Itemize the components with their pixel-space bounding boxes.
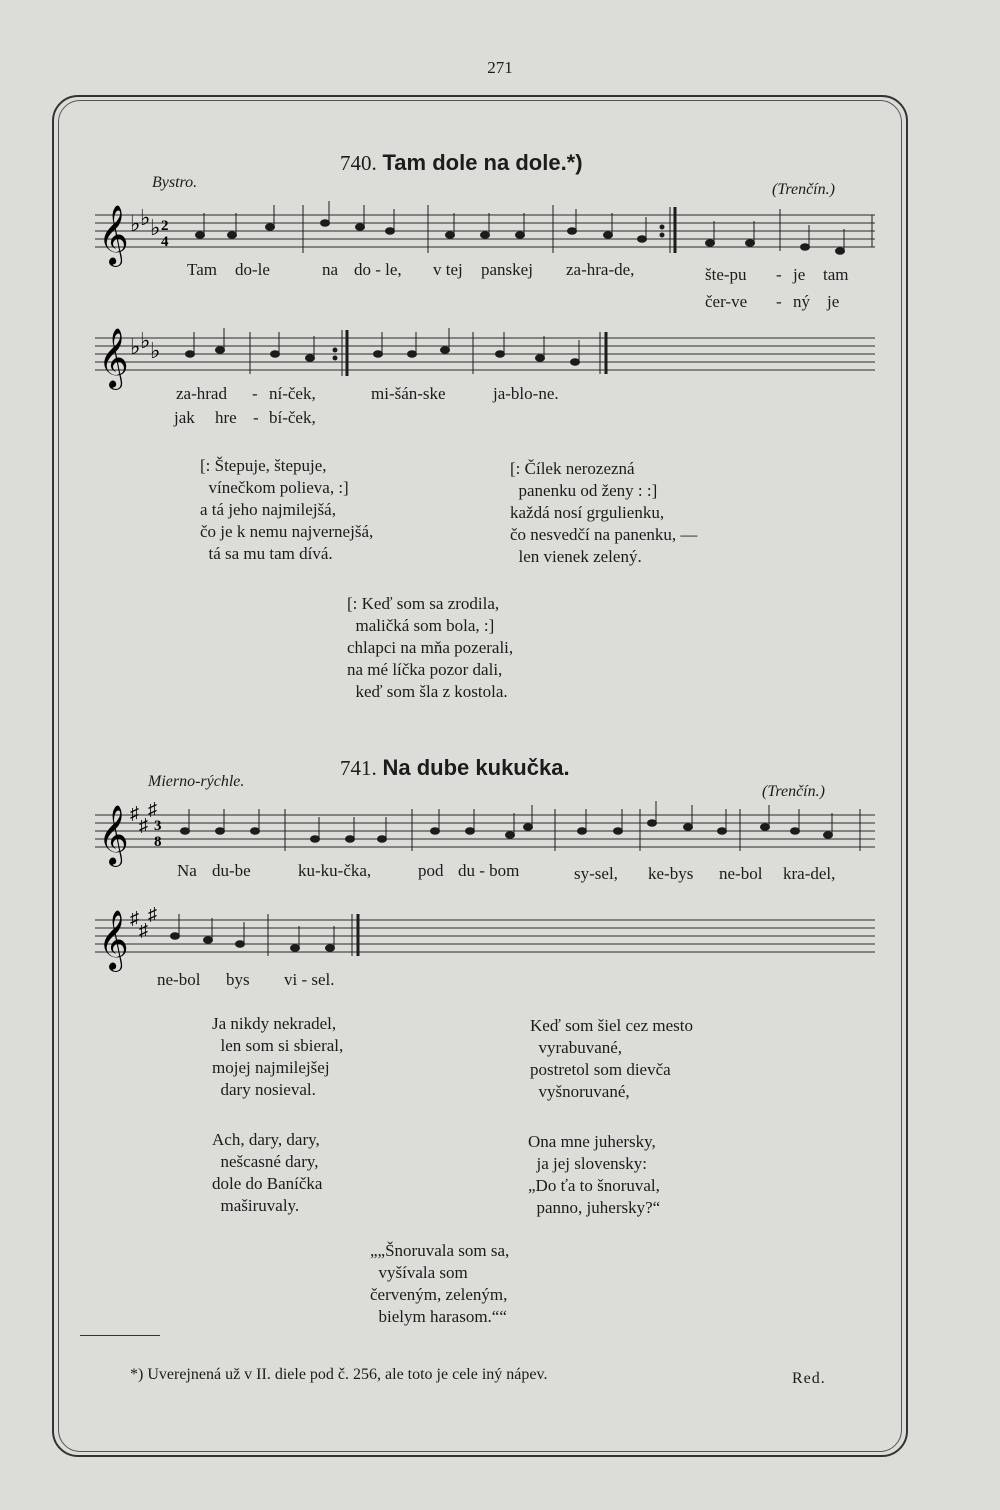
flat-icon: ♭ (130, 211, 141, 236)
sharp-icon: ♯ (130, 908, 139, 928)
song-741-verse-6: „„Šnoruvala som sa, vyšívala som červeným, zeleným, bielym harasom.““ (370, 1241, 510, 1326)
time-signature: 8 (154, 834, 162, 850)
lyric-syllable: bys (226, 970, 250, 989)
footnote-rule (80, 1335, 160, 1336)
song-741-verse-2: Ja nikdy nekradel, len som si sbieral, mojej najmilejšej dary nosieval. (212, 1014, 344, 1099)
footnote: *) Uverejnená už v II. diele pod č. 256, ale toto je cele iný nápev. (130, 1366, 548, 1383)
treble-clef-icon: 𝄞 (98, 330, 129, 387)
time-signature: 3 (154, 818, 162, 834)
lyric-syllable: - (776, 292, 782, 311)
lyric-syllable: vi - sel. (284, 970, 335, 989)
lyric-syllable: ku-ku-čka, (298, 861, 372, 880)
lyric-syllable: za-hrad (176, 384, 227, 403)
lyric-syllable: panskej (481, 260, 533, 279)
song-741-title (340, 755, 570, 781)
time-signature: 2 (161, 218, 169, 234)
lyric-syllable: jak (174, 408, 195, 427)
song-740-staff-2 (90, 318, 880, 394)
lyric-syllable: za-hra-de, (566, 260, 635, 279)
song-740-number: 740. (340, 151, 377, 175)
lyric-syllable: do-le (235, 260, 270, 279)
song-740-verse-2: [: Štepuje, štepuje, vínečkom polieva, :] a tá jeho najmilejšá, čo je k nemu najvernejšá, tá sa mu tam dívá. (200, 456, 374, 563)
flat-icon: ♭ (150, 215, 161, 240)
sharp-icon: ♯ (148, 904, 157, 924)
song-741-verse-5: Ona mne juhersky, ja jej slovensky: „Do ťa to šnoruval, panno, juhersky?“ (528, 1132, 661, 1217)
treble-clef-icon: 𝄞 (98, 912, 129, 969)
song-741-tempo: Mierno-rýchle. (148, 773, 245, 790)
lyric-syllable: kra-del, (783, 864, 836, 883)
song-740-name: Tam dole na dole.*) (382, 150, 583, 175)
lyric-syllable: du - bom (458, 861, 520, 880)
song-741-staff-2 (90, 900, 880, 976)
lyric-syllable: ne-bol (719, 864, 763, 883)
flat-icon: ♭ (140, 328, 151, 353)
song-740-tempo: Bystro. (152, 174, 198, 191)
sharp-icon: ♯ (130, 803, 139, 823)
lyric-syllable: v tej (433, 260, 463, 279)
flat-icon: ♭ (130, 334, 141, 359)
lyric-syllable: ja-blo-ne. (493, 384, 559, 403)
lyric-syllable: pod (418, 861, 444, 880)
song-741-name: Na dube kukučka. (382, 755, 570, 780)
lyric-syllable: Na (177, 861, 197, 880)
flat-icon: ♭ (140, 205, 151, 230)
lyric-syllable: je (827, 292, 840, 311)
page-number: 271 (487, 58, 513, 77)
lyric-syllable: - (253, 408, 259, 427)
time-signature: 4 (161, 234, 169, 250)
lyric-syllable: je (793, 265, 806, 284)
song-740-title (340, 150, 583, 176)
lyric-syllable: - (252, 384, 258, 403)
lyric-syllable: - (776, 265, 782, 284)
lyric-syllable: na (322, 260, 339, 279)
song-741-staff-1 (90, 795, 880, 871)
lyric-syllable: hre (215, 408, 237, 427)
sharp-icon: ♯ (139, 920, 148, 940)
lyric-syllable: ne-bol (157, 970, 201, 989)
footnote-signature: Red. (792, 1370, 826, 1387)
lyric-syllable: ke-bys (648, 864, 694, 883)
flat-icon: ♭ (150, 338, 161, 363)
song-740-origin: (Trenčín.) (772, 181, 835, 198)
song-740-verse-3: [: Čílek nerozezná panenku od ženy : :] každá nosí grgulienku, čo nesvedčí na panenku, — len vienek zelený. (510, 459, 698, 566)
song-741-verse-4: Ach, dary, dary, nešcasné dary, dole do Baníčka maširuvaly. (212, 1130, 323, 1215)
song-741-origin: (Trenčín.) (762, 783, 825, 800)
lyric-syllable: šte-pu (705, 265, 747, 284)
lyric-syllable: tam (823, 265, 849, 284)
lyric-syllable: sy-sel, (574, 864, 618, 883)
lyric-syllable: do - le, (354, 260, 402, 279)
lyric-syllable: ní-ček, (269, 384, 316, 403)
sharp-icon: ♯ (148, 799, 157, 819)
staff-lines (95, 215, 875, 247)
lyric-syllable: čer-ve (705, 292, 748, 311)
treble-clef-icon: 𝄞 (98, 807, 129, 864)
notes (196, 201, 873, 254)
lyric-syllable: Tam (187, 260, 217, 279)
sharp-icon: ♯ (139, 815, 148, 835)
lyric-syllable: mi-šán-ske (371, 384, 446, 403)
lyric-syllable: ný (793, 292, 810, 311)
treble-clef-icon: 𝄞 (98, 207, 129, 264)
lyric-syllable: du-be (212, 861, 251, 880)
song-741-number: 741. (340, 756, 377, 780)
lyric-syllable: bí-ček, (269, 408, 316, 427)
song-741-verse-3: Keď som šiel cez mesto vyrabuvané, postretol som dievča vyšnoruvané, (530, 1016, 694, 1101)
song-740-verse-4: [: Keď som sa zrodila, maličká som bola, :] chlapci na mňa pozerali, na mé líčka pozor dali, keď som šla z kostola. (347, 594, 514, 701)
